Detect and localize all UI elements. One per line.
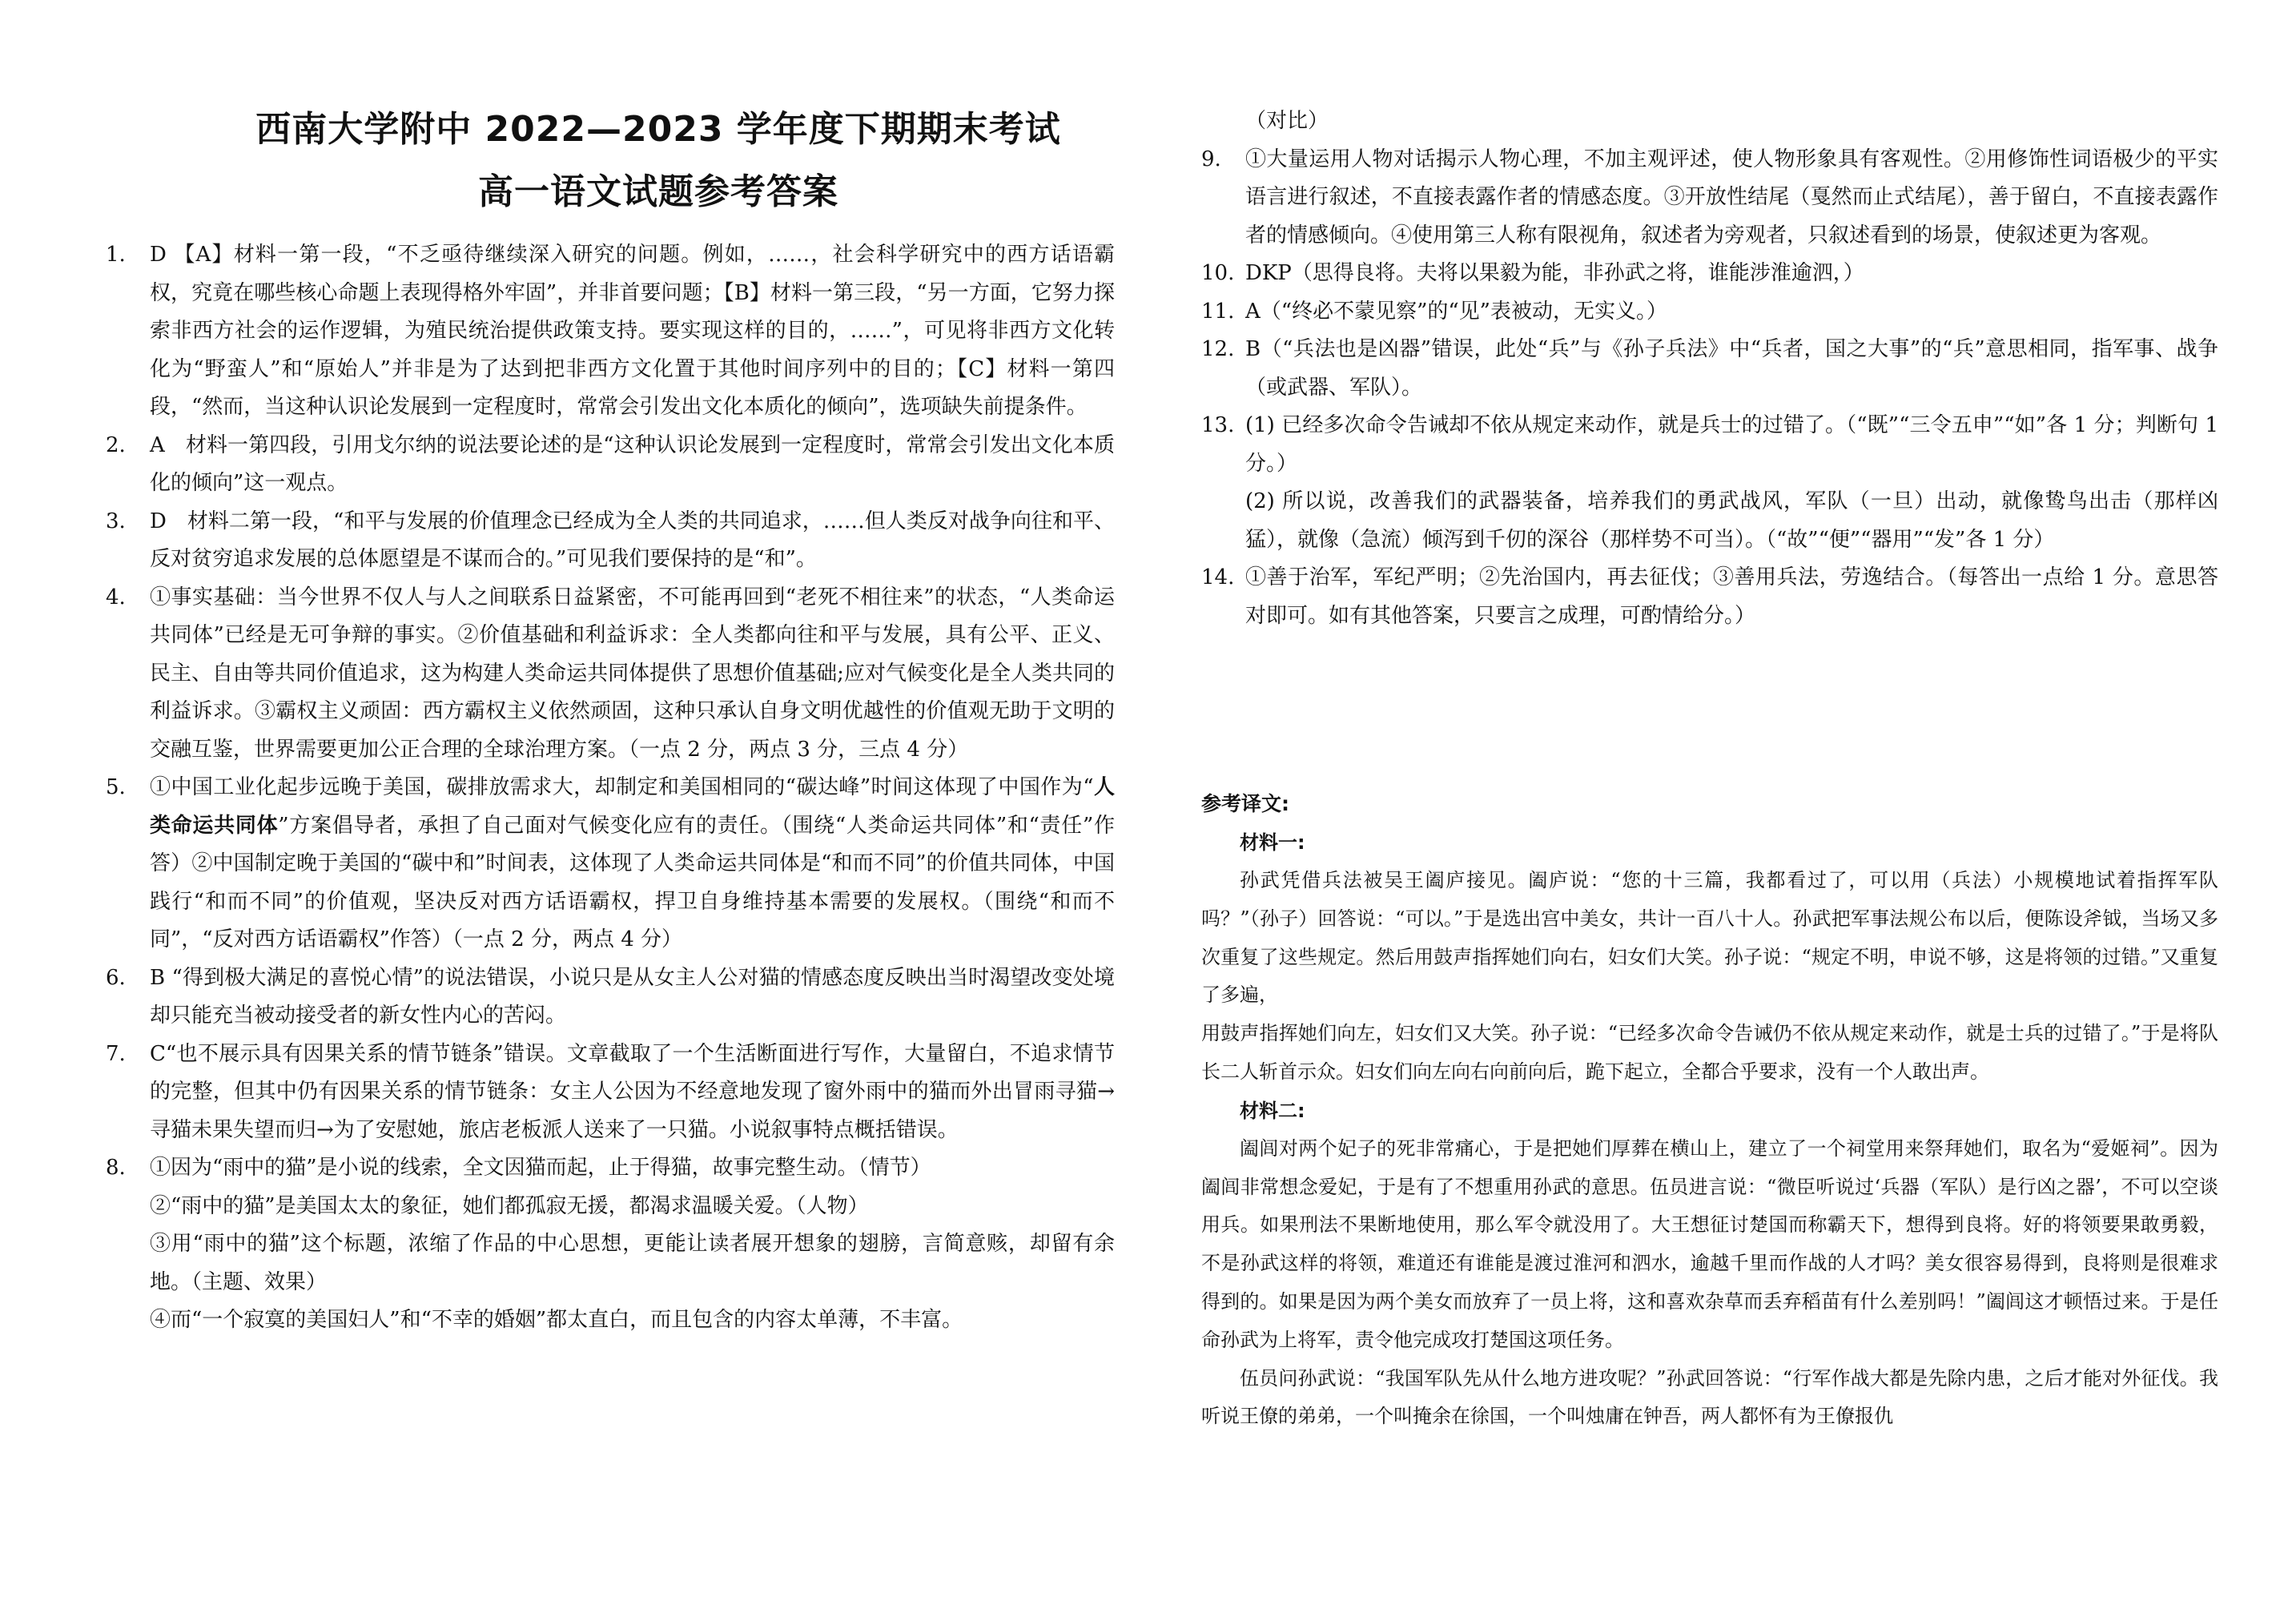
answer-item-14 — [1201, 559, 2218, 635]
answer-text: C“也不展示具有因果关系的情节链条”错误。文章截取了一个生活断面进行写作，大量留白，不追求情节的完整，但其中仍有因果关系的情节链条：女主人公因为不经意地发现了窗外雨中的猫而外出冒雨寻猫→寻猫未果失望而归→为了安慰她，旅店老板派人送来了一只猫。小说叙事特点概括错误。 — [150, 1041, 1115, 1142]
material-1-paragraph: 用鼓声指挥她们向左，妇女们又大笑。孙子说：“已经多次命令告诫仍不依从规定来动作，就是士兵的过错了。”于是将队长二人斩首示众。妇女们向左向右向前向后，跪下起立，全都合乎要求，没有一个人敢出声。 — [1201, 1022, 2218, 1083]
answer-list-right — [1201, 103, 2218, 635]
answer-text: D 【A】材料一第一段，“不乏亟待继续深入研究的问题。例如，……，社会科学研究中的西方话语霸权，究竟在哪些核心命题上表现得格外牢固”，并非首要问题；【B】材料一第三段，“另一方面，它努力探索非西方社会的运作逻辑，为殖民统治提供政策支持。要实现这样的目的，……”，可见将非西方文化转化为“野蛮人”和“原始人”并非是为了达到把非西方文化置于其他时间序列中的目的；【C】材料一第四段，“然而，当这种认识论发展到一定程度时，常常会引发出文化本质化的倾向”，选项缺失前提条件。 — [150, 243, 1115, 419]
answer-number: 5. — [106, 775, 126, 799]
answer-text — [150, 769, 1115, 959]
answer-item-9 — [1201, 141, 2218, 255]
answer-item-10 — [1201, 255, 2218, 293]
answer-item-2 — [106, 427, 1115, 503]
material-2-label: 材料二: — [1240, 1099, 1305, 1122]
answer-number: 11. — [1201, 299, 1235, 324]
answer-number: 8. — [106, 1156, 126, 1180]
answer-number: 1. — [106, 243, 126, 267]
answer-number: 4. — [106, 585, 126, 609]
answer-item-12 — [1201, 331, 2218, 407]
answer-item-13 — [1201, 407, 2218, 483]
page-title: 西南大学附中 2022—2023 学年度下期期末考试 — [255, 109, 1061, 150]
reference-heading: 参考译文: — [1201, 792, 1289, 815]
answer-number: 14. — [1201, 565, 1235, 589]
answer-number: 7. — [106, 1041, 126, 1066]
answer-subpoint: ③用“雨中的猫”这个标题，浓缩了作品的中心思想，更能让读者展开想象的翅膀，言简意赅，却留有余地。（主题、效果） — [150, 1232, 1115, 1294]
answer-text: ①大量运用人物对话揭示人物心理，不加主观评述，使人物形象具有客观性。②用修饰性词语极少的平实语言进行叙述，不直接表露作者的情感态度。③开放性结尾（戛然而止式结尾），善于留白，不直接表露作者的情感倾向。④使用第三人称有限视角，叙述者为旁观者，只叙述看到的场景，使叙述更为客观。 — [1245, 147, 2218, 247]
page-subtitle: 高一语文试题参考答案 — [478, 171, 838, 212]
answer-subpoint: (2) 所以说，改善我们的武器装备，培养我们的勇武战风，军队（一旦）出动，就像鸷鸟出击（那样凶猛），就像（急流）倾泻到千仞的深谷（那样势不可当）。（“故”“便”“器用”“发”各 1 分） — [1245, 489, 2218, 552]
answer-text-part: ①中国工业化起步远晚于美国，碳排放需求大，却制定和美国相同的“碳达峰”时间这体现了中国作为“ — [150, 775, 1094, 799]
answer-text: B（“兵法也是凶器”错误，此处“兵”与《孙子兵法》中“兵者，国之大事”的“兵”意思相同，指军事、战争（或武器、军队）。 — [1245, 337, 2218, 400]
answer-number: 12. — [1201, 337, 1235, 361]
answer-continuation: （对比） — [1245, 109, 1329, 133]
answer-number: 10. — [1201, 261, 1235, 285]
answer-item-7 — [106, 1036, 1115, 1150]
answer-item-3 — [106, 503, 1115, 579]
answer-item-4 — [106, 579, 1115, 770]
answer-text: DKP（思得良将。夫将以果毅为能，非孙武之将，谁能涉淮逾泗，） — [1245, 261, 1864, 285]
answer-text: D 材料二第一段，“和平与发展的价值理念已经成为全人类的共同追求，……但人类反对战争向往和平、反对贫穷追求发展的总体愿望是不谋而合的。”可见我们要保持的是“和”。 — [150, 509, 1115, 571]
answer-item-5 — [106, 769, 1115, 959]
answer-text: A（“终必不蒙见察”的“见”表被动，无实义。） — [1245, 299, 1667, 324]
answer-text: (1) 已经多次命令告诫却不依从规定来动作，就是兵士的过错了。（“既”“三令五申”“如”各 1 分；判断句 1 分。） — [1245, 413, 2218, 476]
material-2-paragraph: 阖闾对两个妃子的死非常痛心，于是把她们厚葬在横山上，建立了一个祠堂用来祭拜她们，取名为“爱姬祠”。因为阖闾非常想念爱妃，于是有了不想重用孙武的意思。伍员进言说：“微臣听说过‘兵器（军队）是行凶之器’，不可以空谈用兵。如果刑法不果断地使用，那么军令就没用了。大王想征讨楚国而称霸天下，想得到良将。好的将领要果敢勇毅，不是孙武这样的将领，难道还有谁能是渡过淮河和泗水，逾越千里而作战的人才吗？美女很容易得到，良将则是很难求得到的。如果是因为两个美女而放弃了一员上将，这和喜欢杂草而丢弃稻苗有什么差别吗！”阖闾这才顿悟过来。于是任命孙武为上将军，责令他完成攻打楚国这项任务。 — [1201, 1136, 2218, 1351]
answer-bold-term: 人类命运共同体 — [150, 775, 1115, 838]
reference-translation — [1201, 785, 2218, 1436]
answer-text: B “得到极大满足的喜悦心情”的说法错误，小说只是从女主人公对猫的情感态度反映出当时渴望改变处境却只能充当被动接受者的新女性内心的苦闷。 — [150, 965, 1115, 1028]
material-1-label: 材料一: — [1240, 831, 1305, 854]
answer-item-6 — [106, 959, 1115, 1036]
answer-text-part: ”方案倡导者，承担了自己面对气候变化应有的责任。（围绕“人类命运共同体”和“责任”作答）②中国制定晚于美国的“碳中和”时间表，这体现了人类命运共同体是“和而不同”的价值共同体，中国践行“和而不同”的价值观，坚决反对西方话语霸权，捍卫自身维持基本需要的发展权。（围绕“和而不同”，“反对西方话语霸权”作答）（一点 2 分，两点 4 分） — [150, 813, 1115, 951]
answer-number: 3. — [106, 509, 126, 533]
answer-number: 9. — [1201, 147, 1221, 171]
answer-subpoint: ④而“一个寂寞的美国妇人”和“不幸的婚姻”都太直白，而且包含的内容太单薄，不丰富。 — [150, 1308, 963, 1332]
answer-number: 13. — [1201, 413, 1235, 437]
answer-text: ①事实基础：当今世界不仅人与人之间联系日益紧密，不可能再回到“老死不相往来”的状态，“人类命运共同体”已经是无可争辩的事实。②价值基础和利益诉求：全人类都向往和平与发展，具有公平、正义、民主、自由等共同价值追求，这为构建人类命运共同体提供了思想价值基础;应对气候变化是全人类共同的利益诉求。③霸权主义顽固：西方霸权主义依然顽固，这种只承认自身文明优越性的价值观无助于文明的交融互鉴，世界需要更加公正合理的全球治理方案。（一点 2 分，两点 3 分，三点 4 分） — [150, 585, 1115, 762]
answer-item-8 — [106, 1149, 1115, 1188]
material-1-paragraph: 孙武凭借兵法被吴王阖庐接见。阖庐说：“您的十三篇，我都看过了，可以用（兵法）小规模地试着指挥军队吗？”（孙子）回答说：“可以。”于是选出宫中美女，共计一百八十人。孙武把军事法规公布以后，便陈设斧钺，当场又多次重复了这些规定。然后用鼓声指挥她们向右，妇女们大笑。孙子说：“规定不明，申说不够，这是将领的过错。”又重复了多遍， — [1201, 869, 2218, 1007]
answer-text: ①因为“雨中的猫”是小说的线索，全文因猫而起，止于得猫，故事完整生动。（情节） — [150, 1156, 931, 1180]
answer-list-left — [106, 236, 1115, 1340]
answer-item-11 — [1201, 293, 2218, 332]
answer-subpoint: ②“雨中的猫”是美国太太的象征，她们都孤寂无援，都渴求温暖关爱。（人物） — [150, 1193, 869, 1218]
answer-text: A 材料一第四段，引用戈尔纳的说法要论述的是“这种认识论发展到一定程度时，常常会引发出文化本质化的倾向”这一观点。 — [150, 432, 1115, 495]
answer-number: 2. — [106, 432, 126, 457]
answer-number: 6. — [106, 965, 126, 990]
answer-item-1 — [106, 236, 1115, 427]
answer-text: ①善于治军，军纪严明；②先治国内，再去征伐；③善用兵法，劳逸结合。（每答出一点给 1 分。意思答对即可。如有其他答案，只要言之成理，可酌情给分。） — [1245, 565, 2218, 628]
material-2-paragraph: 伍员问孙武说：“我国军队先从什么地方进攻呢？”孙武回答说：“行军作战大都是先除内患，之后才能对外征伐。我听说王僚的弟弟，一个叫掩余在徐国，一个叫烛庸在钟吾，两人都怀有为王僚报仇 — [1201, 1366, 2218, 1428]
